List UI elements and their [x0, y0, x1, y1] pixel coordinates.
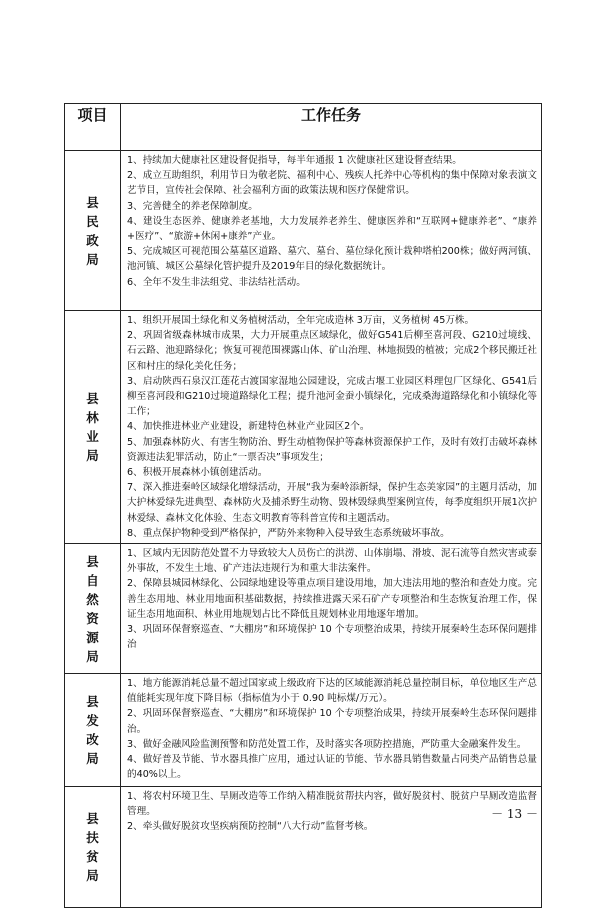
dept-cell: 县 自 然 资 源 局 [65, 544, 121, 674]
task-item: 2、巩固省级森林城市成果，大力开展重点区域绿化，做好G541后柳至喜河段、G210过境线、石云路、池迎路绿化；恢复可视范围裸露山体、矿山治理、林地损毁的植被；完成2个移民搬迁社区和村庄的绿化美化任务； [127, 330, 537, 372]
task-item: 4、建设生态医养、健康养老基地，大力发展养老养生、健康医养和“互联网+健康养老”、“康养+医疗”、“旅游+休闲+康养”产业。 [127, 215, 537, 243]
dept-cell: 县 林 业 局 [65, 311, 121, 544]
tasks-cell [121, 787, 542, 908]
header-tasks: 工作任务 [121, 104, 542, 151]
task-item: 8、重点保护物种受到严格保护，严防外来物种入侵导致生态系统破坏事故。 [127, 527, 450, 539]
dept-cell: 县 民 政 局 [65, 151, 121, 311]
task-item: 5、加强森林防火、有害生物防治、野生动植物保护等森林资源保护工作，及时有效打击破坏森林资源违法犯罪活动，防止“一票否决”事项发生； [127, 436, 537, 463]
header-dept: 项目 [65, 104, 121, 151]
tasks-cell [121, 544, 542, 674]
table-row-natural-resources [65, 544, 542, 674]
task-item: 3、完善健全的养老保障制度。 [127, 200, 258, 212]
dept-cell: 县 发 改 局 [65, 674, 121, 787]
task-item: 2、成立互助组织，利用节日为敬老院、福利中心、残疾人托养中心等机构的集中保障对象表演文艺节目，宣传社会保障、社会福利方面的政策法规和医疗保健常识。 [127, 170, 537, 197]
dept-cell: 县 扶 贫 局 [65, 787, 121, 908]
task-item: 7、深入推进秦岭区域绿化增绿活动，开展“我为秦岭添新绿，保护生态美家园”的主题月活动，加大护林爱绿先进典型、森林防火及捕杀野生动物、毁林毁绿典型案例宣传，每季度组织开展1次护林爱绿、森林文化体验、生态文明教育等科普宣传和主题活动。 [127, 482, 537, 524]
task-item: 6、全年不发生非法组党、非法结社活动。 [127, 276, 306, 288]
task-item: 1、区域内无因防范处置不力导致较大人员伤亡的洪涝、山体崩塌、滑坡、泥石流等自然灾害或泰外事故，不发生土地、矿产违法违规行为和重大非法案件。 [127, 548, 537, 575]
tasks-cell [121, 311, 542, 544]
task-item: 1、地方能源消耗总量不超过国家或上级政府下达的区域能源消耗总量控制目标，单位地区生产总值能耗实现年度下降目标（指标值为小于 0.90 吨标煤/万元）。 [127, 678, 537, 705]
work-task-table [64, 103, 542, 908]
table-row-forestry [65, 311, 542, 544]
table-header-row [65, 104, 542, 151]
task-item: 3、巩固环保督察巡查、“大棚房”和环境保护 10 个专项整治成果，持续开展秦岭生态环保问题排治 [127, 624, 537, 651]
task-item: 4、加快推进林业产业建设，新建特色林业产业园区2个。 [127, 421, 370, 433]
task-item: 1、将农村环境卫生、旱厕改造等工作纳入精准脱贫帮扶内容，做好脱贫村、脱贫户旱厕改造监督管理。 [127, 791, 537, 818]
task-item: 2、牵头做好脱贫攻坚疾病预防控制“八大行动”监督考核。 [127, 821, 374, 833]
task-item: 2、巩固环保督察巡查、“大棚房”和环境保护 10 个专项整治成果，持续开展秦岭生态环保问题排治。 [127, 708, 537, 735]
table-row-civil-affairs [65, 151, 542, 311]
task-item: 5、完成城区可视范围公墓墓区道路、墓穴、墓台、墓位绿化预计栽种塔柏200株；做好两河镇、池河镇、城区公墓绿化管护提升及2019年目的绿化数据统计。 [127, 246, 537, 273]
task-item: 1、持续加大健康社区建设督促指导，每半年通报 1 次健康社区建设督查结果。 [127, 155, 462, 166]
task-item: 4、做好普及节能、节水器具推广应用，通过认证的节能、节水器具销售数量占同类产品销售总量的40%以上。 [127, 754, 537, 781]
task-item: 2、保障县城园林绿化、公园绿地建设等重点项目建设用地，加大违法用地的整治和查处力度。完善生态用地、林业用地面积基础数据，持续推进露天采石矿产专项整治和生态恢复治理工作，保证生态用地面积、林业用地规划占比不降低且规划林业用地逐年增加。 [127, 578, 537, 620]
page-number: － 13 － [491, 807, 538, 821]
tasks-cell [121, 151, 542, 311]
task-item: 3、启动陕西石泉汉江莲花古渡国家湿地公园建设，完成古堰工业园区料理包厂区绿化、G541后柳至喜河段和G210过境道路绿化工程；提升池河金蚕小镇绿化，完成桑海道路绿化和小镇绿化等工作； [127, 375, 537, 418]
task-item: 3、做好金融风险监测预警和防范处置工作，及时落实各项防控措施，严防重大金融案件发生。 [127, 738, 527, 750]
task-item: 6、积极开展森林小镇创建活动。 [127, 467, 268, 479]
table-row-development-reform [65, 674, 542, 787]
table-row-poverty-alleviation [65, 787, 542, 908]
task-item: 1、组织开展国土绿化和义务植树活动，全年完成造林 3万亩，义务植树 45万株。 [127, 315, 475, 326]
tasks-cell [121, 674, 542, 787]
